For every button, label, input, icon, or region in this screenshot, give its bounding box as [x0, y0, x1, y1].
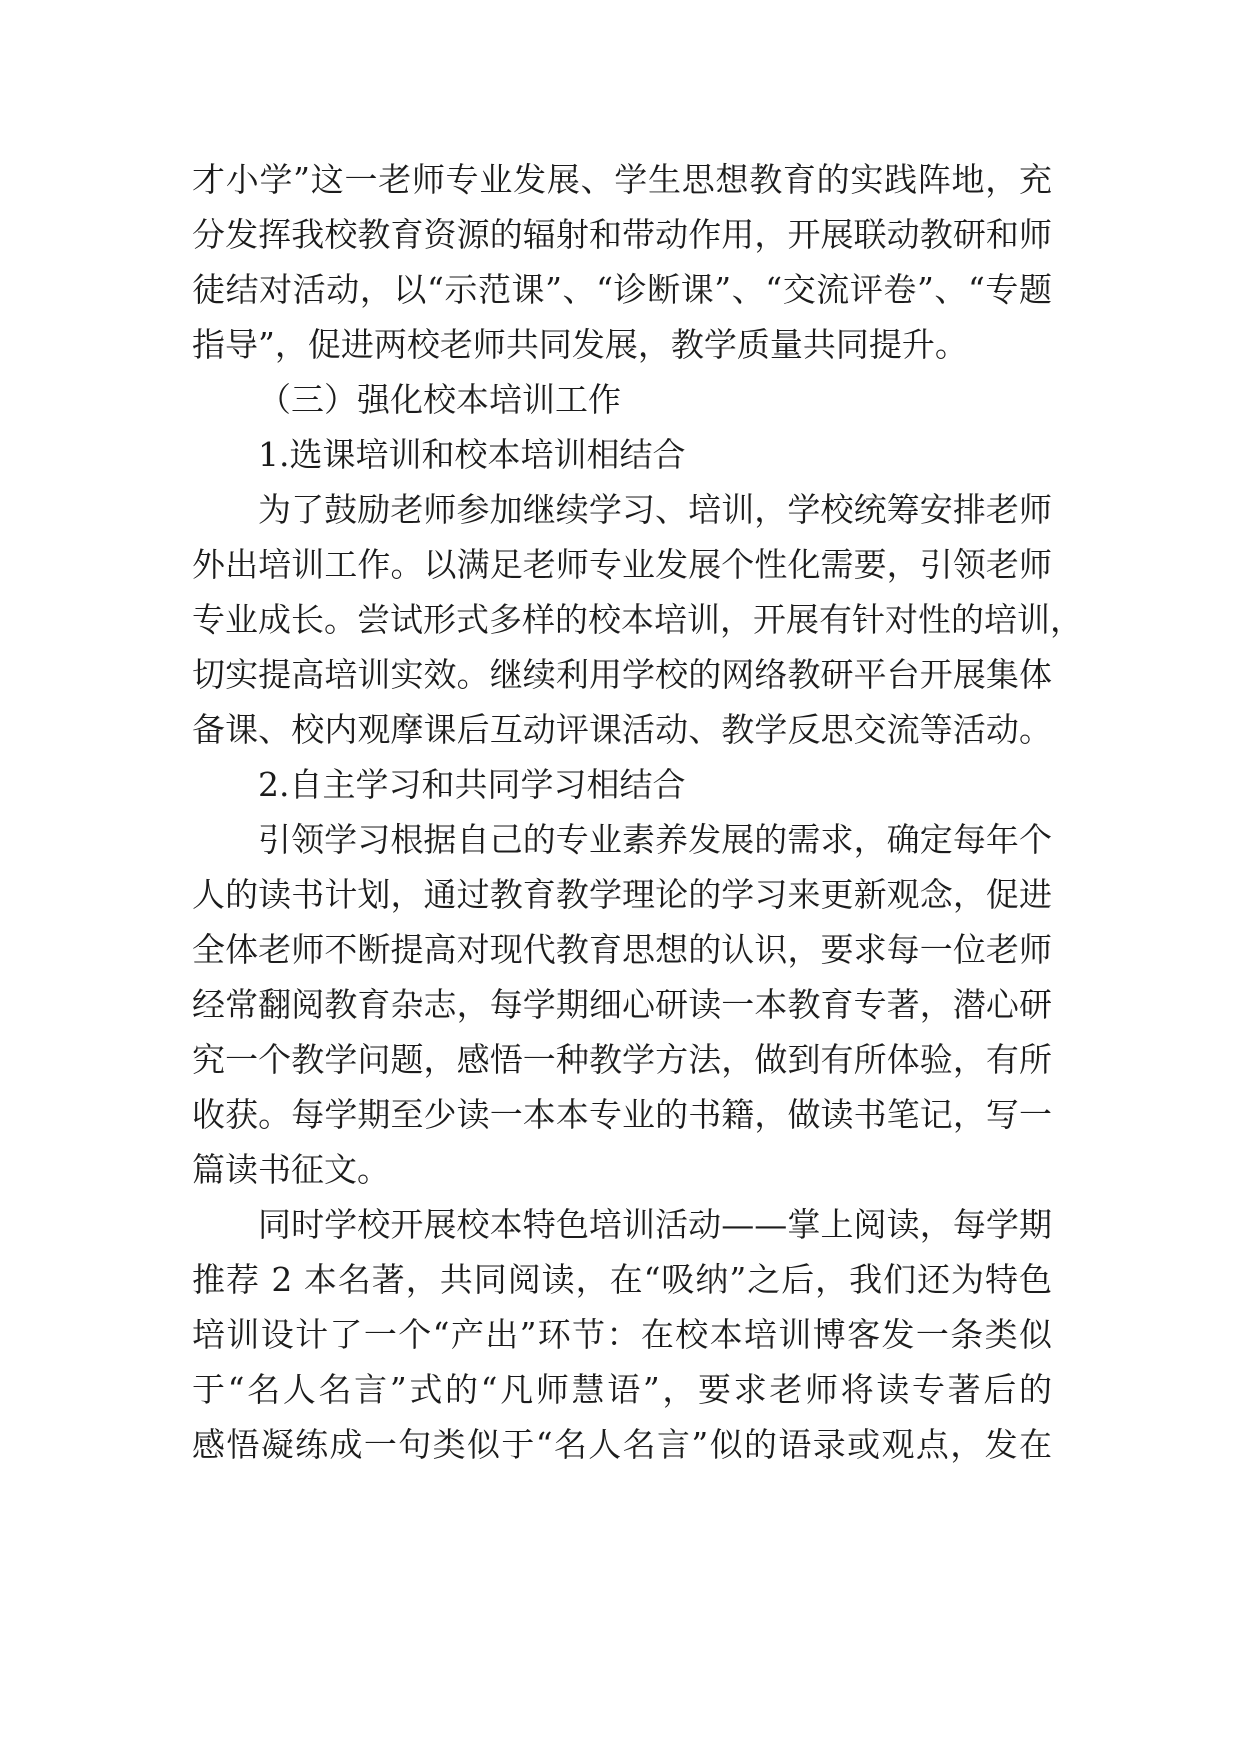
- text-line: 感悟凝练成一句类似于“名人名言”似的语录或观点，发在: [192, 1425, 1052, 1464]
- text-line: 徒结对活动，以“示范课”、“诊断课”、“交流评卷”、“专题: [192, 270, 1052, 309]
- text-line: 人的读书计划，通过教育教学理论的学习来更新观念，促进: [192, 875, 1052, 914]
- text-line: 专业成长。尝试形式多样的校本培训，开展有针对性的培训，: [192, 600, 1083, 639]
- text-line: 收获。每学期至少读一本本专业的书籍，做读书笔记，写一: [192, 1095, 1052, 1134]
- section-heading: （三）强化校本培训工作: [258, 380, 621, 419]
- text-line: 外出培训工作。以满足老师专业发展个性化需要，引领老师: [192, 545, 1052, 584]
- subsection-heading: 2.自主学习和共同学习相结合: [258, 765, 686, 804]
- text-line: 培训设计了一个“产出”环节：在校本培训博客发一条类似: [192, 1315, 1052, 1354]
- text-line: 指导”，促进两校老师共同发展，教学质量共同提升。: [192, 325, 968, 364]
- text-line: 分发挥我校教育资源的辐射和带动作用，开展联动教研和师: [192, 215, 1052, 254]
- text-line: 推荐 2 本名著，共同阅读，在“吸纳”之后，我们还为特色: [192, 1260, 1052, 1299]
- text-line: 篇读书征文。: [192, 1150, 390, 1189]
- text-line: 才小学”这一老师专业发展、学生思想教育的实践阵地，充: [192, 160, 1052, 199]
- text-line: 引领学习根据自己的专业素养发展的需求，确定每年个: [258, 820, 1052, 859]
- text-line: 备课、校内观摩课后互动评课活动、教学反思交流等活动。: [192, 710, 1052, 749]
- text-line: 同时学校开展校本特色培训活动——掌上阅读，每学期: [258, 1205, 1052, 1244]
- text-line: 究一个教学问题，感悟一种教学方法，做到有所体验，有所: [192, 1040, 1052, 1079]
- text-line: 于“名人名言”式的“凡师慧语”，要求老师将读专著后的: [192, 1370, 1052, 1409]
- text-line: 经常翻阅教育杂志，每学期细心研读一本教育专著，潜心研: [192, 985, 1052, 1024]
- text-line: 全体老师不断提高对现代教育思想的认识，要求每一位老师: [192, 930, 1052, 969]
- subsection-heading: 1.选课培训和校本培训相结合: [258, 435, 686, 474]
- text-line: 切实提高培训实效。继续利用学校的网络教研平台开展集体: [192, 655, 1052, 694]
- text-line: 为了鼓励老师参加继续学习、培训，学校统筹安排老师: [258, 490, 1052, 529]
